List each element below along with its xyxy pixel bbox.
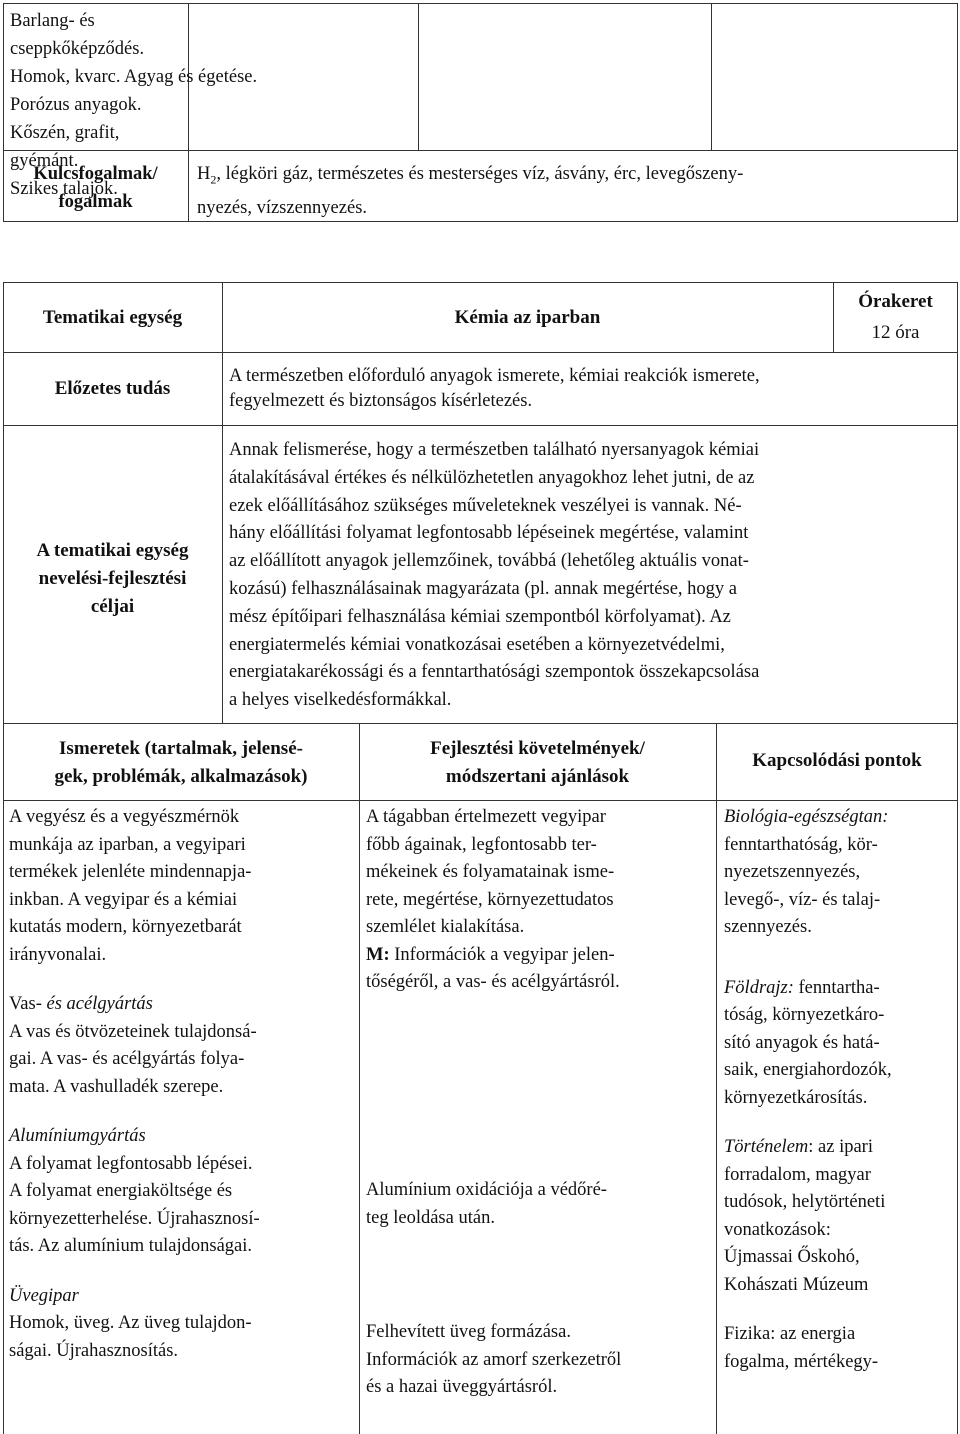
- header-knowledge: Ismeretek (tartalmak, jelensé- gek, problémák, alkalmazások): [54, 738, 308, 787]
- materials-line: Kőszén, grafit, gyémánt.: [10, 123, 120, 171]
- connections-column: Biológia-egészségtan: fenntarthatóság, kör- nyezetszennyezés, levegő-, víz- és talaj- szennyezés. Földrajz: fenntartha- tóság, környezetkáro- sító anyagok és hatá- saik, energiahordozók, környezetkárosítás. Történelem: az ipari forradalom, magyar tudósok, helytörténeti vonatkozások: Újmassai Őskohó, Kohászati Múzeum Fizika: az energia fogalma, mértékegy-: [724, 804, 958, 1376]
- glass-heading: Üvegipar: [9, 1285, 79, 1306]
- unit-label: Tematikai egység: [42, 307, 183, 328]
- aluminium-heading: Alumíniumgyártás: [9, 1126, 146, 1146]
- prior-knowledge-label: Előzetes tudás: [54, 378, 171, 399]
- iron-heading: Vas-: [9, 994, 42, 1014]
- unit-col-divider: [222, 282, 223, 723]
- top-table-col-divider-2: [418, 3, 419, 150]
- requirements-glass: Felhevített üveg formázása. Információk az amorf szerkezetről és a hazai üveggyártásról.: [366, 1322, 622, 1397]
- unit-row-divider: [3, 425, 958, 426]
- goals-text: Annak felismerése, hogy a természetben található nyersanyagok kémiai átalakításával értékes és nélkülözhetetlen anyagokhoz lehet jutni, de az ezek előállításához szükséges műveleteknek veszélyei is vannak. Né- hány előállítási folyamat legfontosabb lépéseinek megértése, valamint az előállított anyagok jellemzőinek, továbbá (lehetőleg aktuális vonat- kozású) felhasználásainak magyarázata (pl. annak megértése, hogy a mész építőipari felhasználása kémiai szempontból körfolyamat). Az energiatermelés kémiai vonatkozásai esetében a környezetvédelmi, energiatakarékossági és a fenntarthatósági szempontok összekapcsolása a helyes viselkedésformákkal.: [229, 440, 760, 711]
- unit-col-divider: [359, 723, 360, 1434]
- key-concepts-text: $H_2$, légköri gáz, természetes és mesterséges víz, ásvány, érc, levegőszeny- nyezés, vízszennyezés.: [197, 164, 744, 218]
- unit-row-divider: [3, 800, 958, 801]
- biology-label: Biológia-egészségtan:: [724, 807, 889, 827]
- materials-line: Barlang- és cseppkőképződés.: [10, 11, 145, 59]
- knowledge-column: A vegyész és a vegyészmérnök munkája az iparban, a vegyipari termékek jelenléte mindennapja- inkban. A vegyipar és a kémiai kutatás modern, környezetbarát irányvonalai. Vas- és acélgyártás A vas és ötvözeteinek tulajdonsá- gai. A vas- és acélgyártás folya- mata. A vashulladék szerepe. Alumíniumgyártás A folyamat legfontosabb lépései. A folyamat energiaköltsége és környezetterhelése. Újrahasznosí- tás. Az alumínium tulajdonságai. Üvegipar Homok, üveg. Az üveg tulajdon- ságai. Újrahasznosítás.: [9, 804, 357, 1365]
- materials-line: Szikes talajok.: [10, 179, 118, 199]
- unit-col-divider: [716, 723, 717, 1434]
- requirements-column: A tágabban értelmezett vegyipar főbb ágainak, legfontosabb ter- mékeinek és folyamatainak isme- rete, megértése, környezettudatos szemlélet kialakítása. M: Információk a vegyipar jelen- tőségéről, a vas- és acélgyártásról.: [366, 807, 620, 992]
- top-table-divider: [188, 3, 189, 222]
- formula-h: H: [197, 164, 211, 184]
- hours-value: 12 óra: [871, 322, 920, 343]
- method-label: M:: [366, 944, 390, 965]
- formula-subscript: 2: [210, 172, 217, 187]
- key-concepts-label: Kulcsfogalmak/ fogalmak: [33, 164, 158, 212]
- goals-label: A tematikai egység nevelési-fejlesztési céljai: [36, 540, 189, 617]
- requirements-aluminium: Alumínium oxidációja a védőré- teg leoldása után.: [366, 1180, 607, 1228]
- unit-row-divider: [3, 723, 958, 724]
- materials-line: Homok, kvarc. Agyag és égetése.: [10, 67, 258, 87]
- header-connections: Kapcsolódási pontok: [752, 750, 922, 771]
- geography-label: Földrajz:: [724, 977, 794, 998]
- prior-knowledge-text: A természetben előforduló anyagok ismerete, kémiai reakciók ismerete, fegyelmezett és biztonságos kísérletezés.: [229, 366, 760, 411]
- history-label: Történelem: [724, 1137, 809, 1157]
- materials-line: Porózus anyagok.: [10, 95, 142, 115]
- hours-label: Órakeret: [858, 291, 933, 312]
- top-table-col-divider-3: [711, 3, 712, 150]
- header-requirements: Fejlesztési követelmények/ módszertani ajánlások: [430, 738, 645, 787]
- unit-title: Kémia az iparban: [454, 307, 601, 328]
- unit-row-divider: [3, 352, 958, 353]
